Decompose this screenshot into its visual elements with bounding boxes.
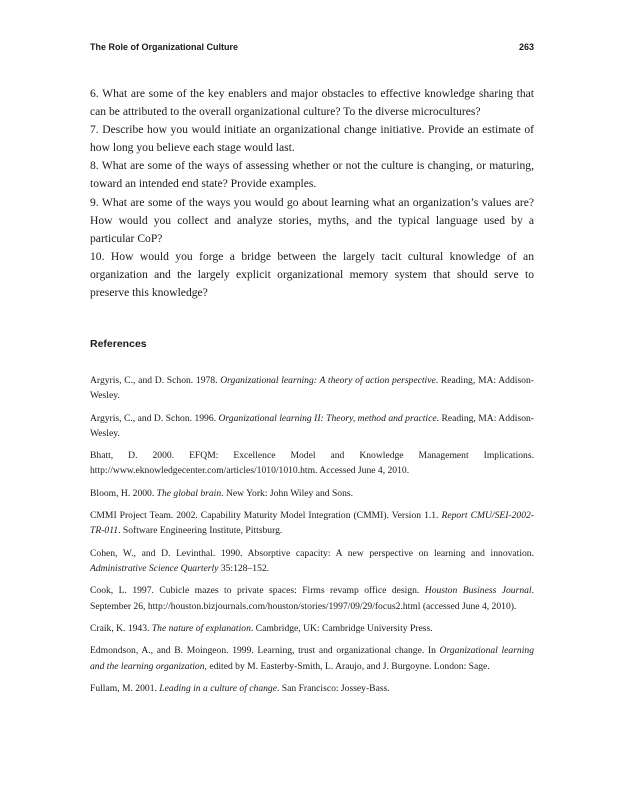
running-header: [90, 42, 534, 56]
page-number: 263: [518, 42, 534, 52]
reference-entry: Bloom, H. 2000. The global brain. New York: John Wiley and Sons.: [90, 487, 354, 499]
question-9: 9. What are some of the ways you would go about learning what an organization’s values are? How would you collect and analyze stories, myths, and the typical language used by a particular CoP?: [90, 195, 534, 245]
reference-entry: Edmondson, A., and B. Moingeon. 1999. Learning, trust and organizational change. In Organizational learning and the learning organization, edited by M. Easterby-Smith, L. Araujo, and J. Burgoyne. London: Sage.: [90, 645, 534, 672]
reference-entry: Fullam, M. 2001. Leading in a culture of change. San Francisco: Jossey-Bass.: [90, 682, 390, 694]
reference-entry: Cook, L. 1997. Cubicle mazes to private spaces: Firms revamp office design. Houston Business Journal. September 26, http://houston.bizjournals.com/houston/stories/1997/09/29/focus2.html (accessed June 4, 2010).: [90, 585, 534, 612]
chapter-title: The Role of Organizational Culture: [90, 42, 239, 52]
reference-entry: CMMI Project Team. 2002. Capability Maturity Model Integration (CMMI). Version 1.1. Report CMU/SEI-2002-TR-011. Software Engineering Institute, Pittsburg.: [90, 510, 534, 537]
book-page: [90, 0, 534, 800]
review-questions: [90, 85, 534, 302]
references-list: [90, 373, 534, 703]
reference-entry: Cohen, W., and D. Levinthal. 1990. Absorptive capacity: A new perspective on learning and innovation. Administrative Science Quarterly 35:128–152.: [90, 547, 534, 574]
reference-entry: Argyris, C., and D. Schon. 1978. Organizational learning: A theory of action perspective. Reading, MA: Addison-Wesley.: [90, 375, 534, 402]
question-10: 10. How would you forge a bridge between the largely tacit cultural knowledge of an organization and the largely explicit organizational memory system that should serve to preserve this knowledge?: [90, 249, 534, 300]
reference-entry: Argyris, C., and D. Schon. 1996. Organizational learning II: Theory, method and practice. Reading, MA: Addison-Wesley.: [90, 412, 534, 439]
question-6: 6. What are some of the key enablers and major obstacles to effective knowledge sharing that can be attributed to the overall organizational culture? To the diverse microcultures?: [90, 87, 534, 119]
reference-entry: Craik, K. 1943. The nature of explanation. Cambridge, UK: Cambridge University Press.: [90, 622, 433, 634]
reference-entry: Bhatt, D. 2000. EFQM: Excellence Model and Knowledge Management Implications. http://www.eknowledgecenter.com/articles/1010/1010.htm. Accessed June 4, 2010.: [90, 450, 534, 477]
question-7: 7. Describe how you would initiate an organizational change initiative. Provide an estimate of how long you believe each stage would last.: [90, 123, 534, 155]
question-8: 8. What are some of the ways of assessing whether or not the culture is changing, or maturing, toward an intended end state? Provide examples.: [90, 159, 534, 191]
references-heading: References: [90, 338, 147, 350]
